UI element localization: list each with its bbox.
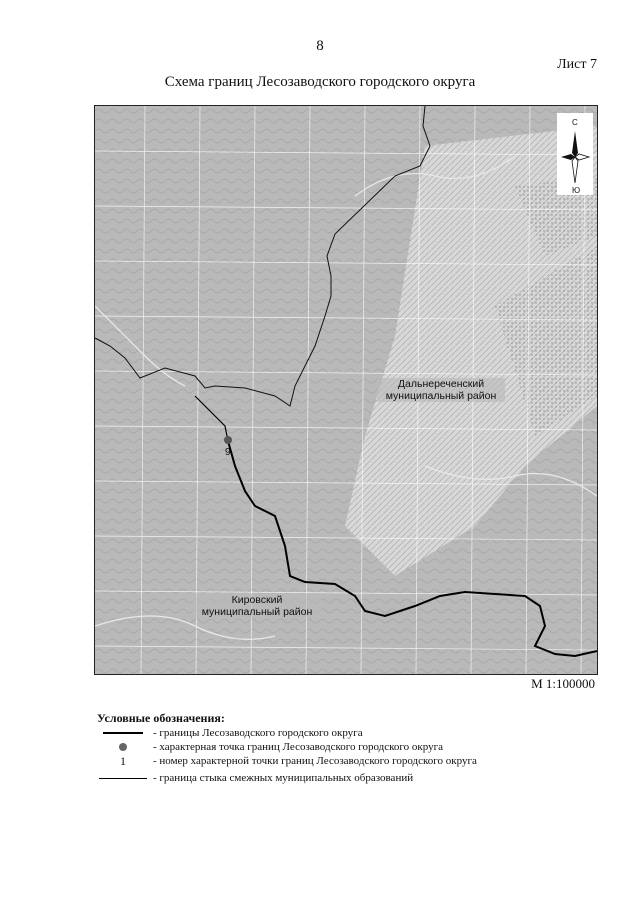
compass-north: С [572,118,578,127]
legend-item-text: - номер характерной точки границ Лесозаводского городского округа [153,755,477,767]
topographic-map[interactable] [94,105,598,675]
legend-item [97,741,443,753]
legend-title: Условные обозначения: [97,711,225,725]
sheet-label: Лист 7 [557,57,597,72]
legend-item-text: - граница стыка смежных муниципальных образований [153,772,414,784]
region-kirovsky-line1: Кировский [231,594,283,606]
boundary-point [224,436,232,444]
boundary-point-label: 9 [225,447,231,458]
legend-dot-symbol [97,741,149,753]
page-number: 8 [316,38,324,54]
legend-thin-line-symbol [97,772,149,784]
north-arrow [557,113,593,195]
legend-item [97,727,363,739]
compass-south: Ю [572,186,581,195]
map-title: Схема границ Лесозаводского городского округа [164,74,476,90]
legend-thick-line-symbol [97,727,149,739]
legend-item [97,772,413,784]
region-kirovsky [192,594,322,618]
region-dalnerechensky-line2: муниципальный район [385,390,497,402]
legend-item-text: - характерная точка границ Лесозаводского городского округа [153,741,443,753]
region-dalnerechensky [377,378,505,402]
legend-item-text: - границы Лесозаводского городского округа [153,727,363,739]
region-kirovsky-line2: муниципальный район [201,606,313,618]
legend-number-symbol: 1 [120,753,126,768]
map-scale: М 1:100000 [531,676,595,691]
legend-item [97,755,477,767]
region-dalnerechensky-line1: Дальнереченский [397,378,485,390]
map-graphics [95,106,597,674]
